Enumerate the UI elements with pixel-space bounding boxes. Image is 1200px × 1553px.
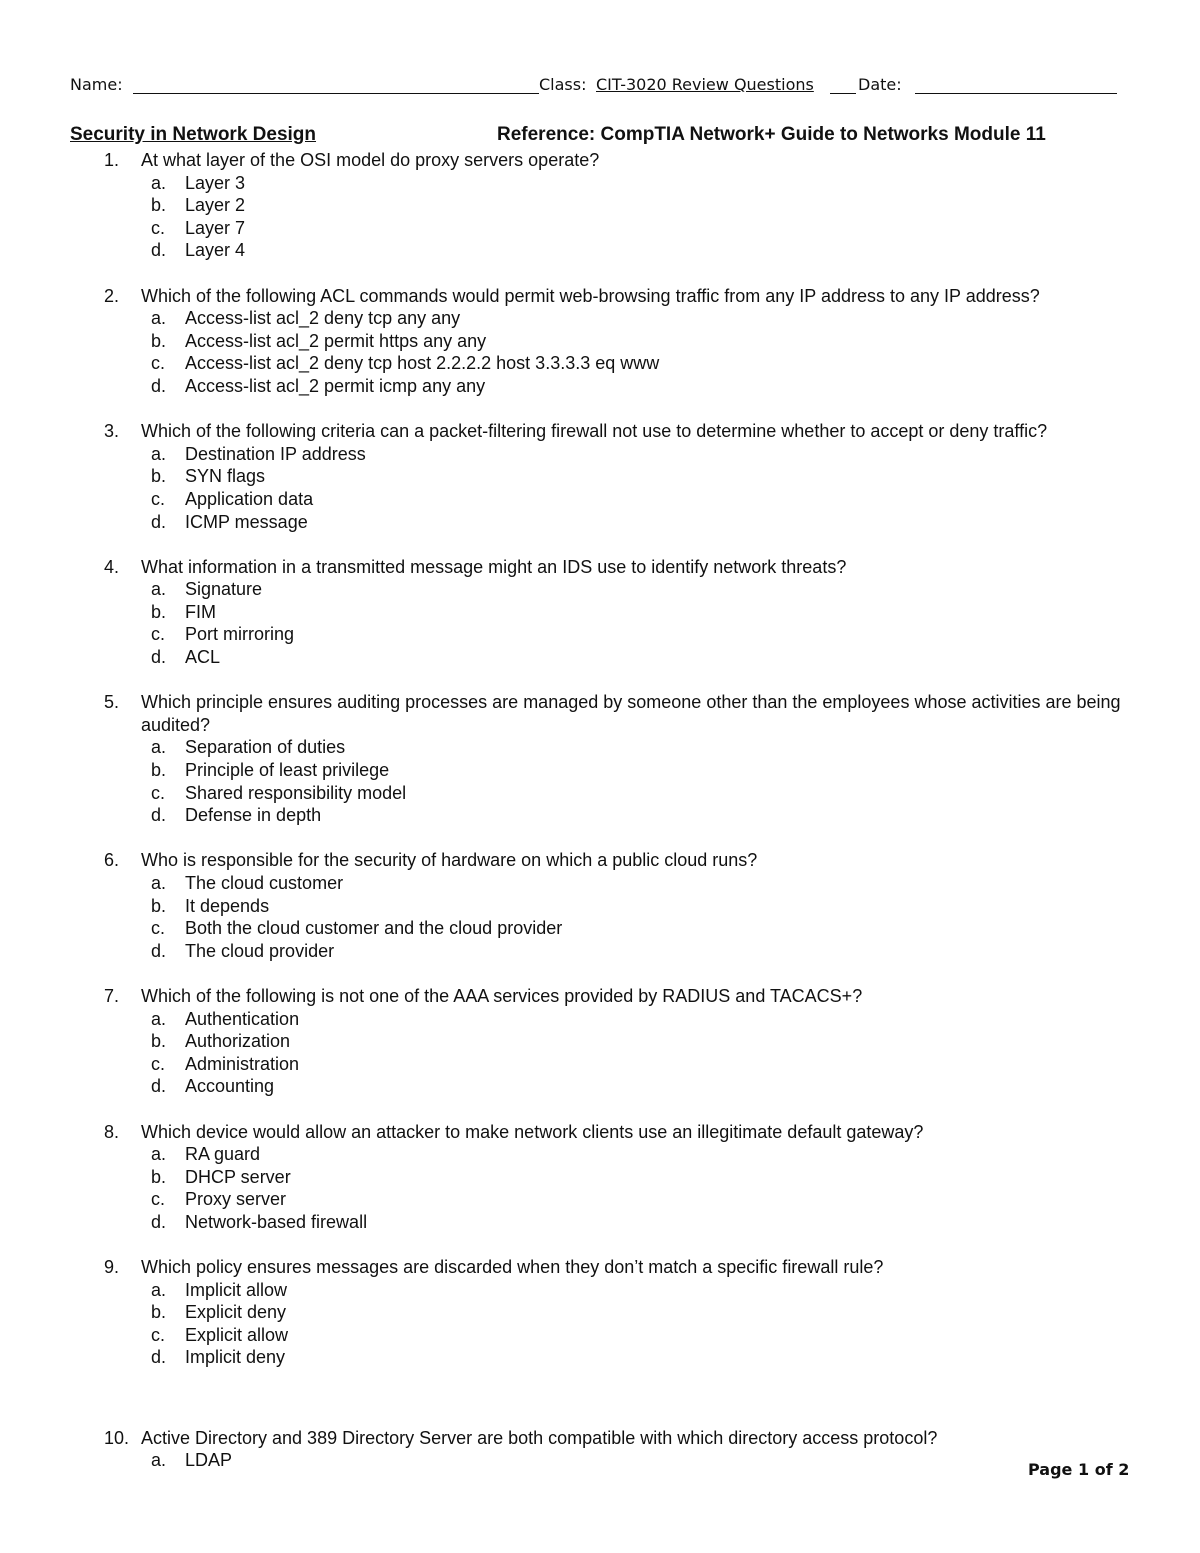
option-item — [141, 239, 1140, 262]
option-letter: c. — [151, 1189, 166, 1210]
option-letter: a. — [151, 1008, 167, 1029]
question-5 — [70, 691, 1140, 827]
option-letter: b. — [151, 466, 167, 487]
option-letter: b. — [151, 1302, 167, 1323]
option-text: Proxy server — [185, 1189, 287, 1210]
option-list — [141, 1279, 1140, 1369]
option-item — [141, 1449, 1140, 1472]
option-text: ICMP message — [185, 511, 308, 532]
option-item — [141, 330, 1140, 353]
option-list — [141, 736, 1140, 826]
option-letter: d. — [151, 805, 167, 826]
option-letter: a. — [151, 737, 167, 758]
spacer — [70, 1369, 1140, 1392]
option-list — [141, 1449, 1140, 1472]
option-item — [141, 759, 1140, 782]
option-item — [141, 375, 1140, 398]
spacer — [70, 1098, 1140, 1121]
option-item — [141, 895, 1140, 918]
option-letter: b. — [151, 760, 167, 781]
option-letter: a. — [151, 1450, 167, 1471]
option-list — [141, 1008, 1140, 1098]
option-letter: b. — [151, 601, 167, 622]
option-text: Shared responsibility model — [185, 782, 407, 803]
option-list — [141, 578, 1140, 668]
option-item — [141, 511, 1140, 534]
option-item — [141, 736, 1140, 759]
option-text: Destination IP address — [185, 443, 366, 464]
option-text: Access-list acl_2 deny tcp host 2.2.2.2 host 3.3.3.3 eq www — [185, 353, 660, 374]
option-text: Network-based firewall — [185, 1211, 368, 1232]
option-item — [141, 1188, 1140, 1211]
option-text: Access-list acl_2 permit https any any — [185, 330, 487, 351]
option-list — [141, 307, 1140, 397]
question-text: What information in a transmitted message might an IDS use to identify network threats? — [141, 556, 847, 577]
option-text: LDAP — [185, 1450, 233, 1471]
option-item — [141, 307, 1140, 330]
option-item — [141, 804, 1140, 827]
question-number: 10. — [104, 1427, 130, 1448]
option-text: Accounting — [185, 1076, 275, 1097]
option-text: The cloud provider — [185, 940, 335, 961]
option-item — [141, 1053, 1140, 1076]
option-letter: d. — [151, 1211, 167, 1232]
question-text: At what layer of the OSI model do proxy servers operate? — [141, 150, 600, 170]
section-title: Security in Network Design — [70, 124, 317, 145]
question-number: 6. — [104, 850, 120, 871]
option-list — [141, 443, 1140, 533]
question-8 — [70, 1121, 1140, 1234]
option-letter: d. — [151, 940, 167, 961]
date-blank — [915, 73, 1117, 94]
question-number: 1. — [104, 150, 120, 170]
question-number: 3. — [104, 421, 120, 442]
question-number: 8. — [104, 1121, 120, 1142]
option-item — [141, 488, 1140, 511]
option-text: Explicit deny — [185, 1302, 287, 1323]
question-list — [70, 149, 1140, 1472]
option-letter: c. — [151, 353, 166, 374]
option-letter: a. — [151, 1144, 167, 1165]
spacer — [70, 827, 1140, 850]
worksheet-header — [70, 73, 1120, 99]
option-item — [141, 465, 1140, 488]
option-item — [141, 1211, 1140, 1234]
option-item — [141, 1008, 1140, 1031]
option-text: Layer 2 — [185, 195, 246, 216]
option-text: ACL — [185, 647, 221, 668]
option-text: Layer 4 — [185, 240, 246, 261]
question-text: Which policy ensures messages are discarded when they don’t match a specific firewall rule? — [141, 1257, 884, 1278]
option-text: SYN flags — [185, 466, 266, 487]
option-item — [141, 917, 1140, 940]
option-letter: c. — [151, 488, 166, 509]
option-text: Layer 7 — [185, 217, 246, 238]
option-text: Implicit deny — [185, 1347, 286, 1368]
option-text: Administration — [185, 1053, 300, 1074]
option-letter: b. — [151, 1166, 167, 1187]
option-letter: d. — [151, 647, 167, 668]
option-item — [141, 1075, 1140, 1098]
page-total: 2 — [1118, 1460, 1130, 1479]
option-text: Implicit allow — [185, 1279, 288, 1300]
spacer — [70, 669, 1140, 692]
question-text: Who is responsible for the security of hardware on which a public cloud runs? — [141, 850, 758, 871]
class-value: CIT-3020 Review Questions — [596, 75, 814, 94]
option-text: DHCP server — [185, 1166, 291, 1187]
title-row — [70, 124, 1130, 150]
question-2 — [70, 285, 1140, 398]
spacer — [70, 1234, 1140, 1257]
option-item — [141, 1324, 1140, 1347]
reference-title: Reference: CompTIA Network+ Guide to Networks Module 11 — [497, 124, 1046, 145]
option-text: Authorization — [185, 1031, 291, 1052]
option-item — [141, 623, 1140, 646]
option-letter: b. — [151, 1031, 167, 1052]
option-text: FIM — [185, 601, 216, 622]
option-letter: c. — [151, 624, 166, 645]
question-text: Which of the following is not one of the AAA services provided by RADIUS and TACACS+? — [141, 985, 863, 1006]
option-text: Application data — [185, 488, 314, 509]
question-10 — [70, 1427, 1140, 1472]
question-6 — [70, 849, 1140, 962]
option-letter: a. — [151, 579, 167, 600]
option-text: Separation of duties — [185, 737, 346, 758]
option-letter: d. — [151, 511, 167, 532]
of-label: of — [1094, 1460, 1113, 1479]
question-text: Active Directory and 389 Directory Server are both compatible with which directory access protocol? — [141, 1427, 938, 1448]
option-text: The cloud customer — [185, 873, 344, 893]
option-letter: b. — [151, 895, 167, 916]
option-text: Both the cloud customer and the cloud provider — [185, 918, 563, 939]
page-label: Page — [1028, 1460, 1073, 1479]
option-letter: c. — [151, 1053, 166, 1074]
page-current: 1 — [1077, 1460, 1090, 1479]
option-letter: a. — [151, 443, 167, 464]
question-4 — [70, 556, 1140, 669]
option-list — [141, 1143, 1140, 1233]
option-letter: a. — [151, 873, 167, 893]
spacer — [70, 398, 1140, 421]
option-item — [141, 578, 1140, 601]
date-label: Date: — [858, 75, 902, 94]
class-blank — [830, 73, 856, 94]
option-text: Layer 3 — [185, 172, 246, 193]
question-text: Which principle ensures auditing processes are managed by someone other than the employees whose activities are being audited? — [141, 692, 1121, 735]
option-item — [141, 194, 1140, 217]
option-item — [141, 1030, 1140, 1053]
spacer — [70, 533, 1140, 556]
question-number: 4. — [104, 556, 120, 577]
option-item — [141, 601, 1140, 624]
option-text: Access-list acl_2 deny tcp any any — [185, 308, 461, 329]
option-letter: d. — [151, 1347, 167, 1368]
option-item — [141, 217, 1140, 240]
question-1 — [70, 149, 1140, 262]
option-item — [141, 646, 1140, 669]
option-text: Principle of least privilege — [185, 760, 390, 781]
option-letter: c. — [151, 217, 166, 238]
option-item — [141, 782, 1140, 805]
question-text: Which device would allow an attacker to make network clients use an illegitimate default gateway? — [141, 1121, 924, 1142]
question-number: 5. — [104, 692, 120, 713]
question-number: 2. — [104, 285, 120, 306]
question-9 — [70, 1256, 1140, 1369]
option-letter: c. — [151, 782, 166, 803]
option-item — [141, 1279, 1140, 1302]
option-text: Explicit allow — [185, 1324, 289, 1345]
option-letter: b. — [151, 195, 167, 216]
option-letter: a. — [151, 1279, 167, 1300]
spacer — [70, 1392, 1140, 1427]
spacer — [70, 262, 1140, 285]
option-item — [141, 443, 1140, 466]
option-text: Signature — [185, 579, 263, 600]
name-blank — [133, 73, 539, 94]
option-text: Port mirroring — [185, 624, 295, 645]
option-letter: d. — [151, 240, 167, 261]
option-letter: d. — [151, 375, 167, 396]
option-item — [141, 172, 1140, 195]
name-label: Name: — [70, 75, 123, 94]
option-item — [141, 1301, 1140, 1324]
option-item — [141, 1166, 1140, 1189]
option-item — [141, 1346, 1140, 1369]
page-footer — [1028, 1460, 1129, 1479]
option-text: Access-list acl_2 permit icmp any any — [185, 375, 486, 396]
option-letter: a. — [151, 172, 167, 193]
class-label: Class: — [539, 75, 587, 94]
option-text: RA guard — [185, 1144, 261, 1165]
option-list — [141, 872, 1140, 962]
option-text: Defense in depth — [185, 805, 322, 826]
option-letter: d. — [151, 1076, 167, 1097]
option-text: It depends — [185, 895, 270, 916]
spacer — [70, 962, 1140, 985]
question-number: 7. — [104, 985, 120, 1006]
option-letter: a. — [151, 308, 167, 329]
option-item — [141, 1143, 1140, 1166]
option-item — [141, 352, 1140, 375]
option-letter: c. — [151, 918, 166, 939]
question-text: Which of the following ACL commands would permit web-browsing traffic from any IP address to any IP address? — [141, 285, 1040, 306]
option-text: Authentication — [185, 1008, 300, 1029]
question-number: 9. — [104, 1257, 120, 1278]
question-3 — [70, 420, 1140, 533]
option-letter: b. — [151, 330, 167, 351]
option-item — [141, 940, 1140, 963]
option-letter: c. — [151, 1324, 166, 1345]
option-item — [141, 872, 1140, 895]
question-7 — [70, 985, 1140, 1098]
question-text: Which of the following criteria can a packet-filtering firewall not use to determine whether to accept or deny traffic? — [141, 421, 1048, 442]
option-list — [141, 172, 1140, 262]
